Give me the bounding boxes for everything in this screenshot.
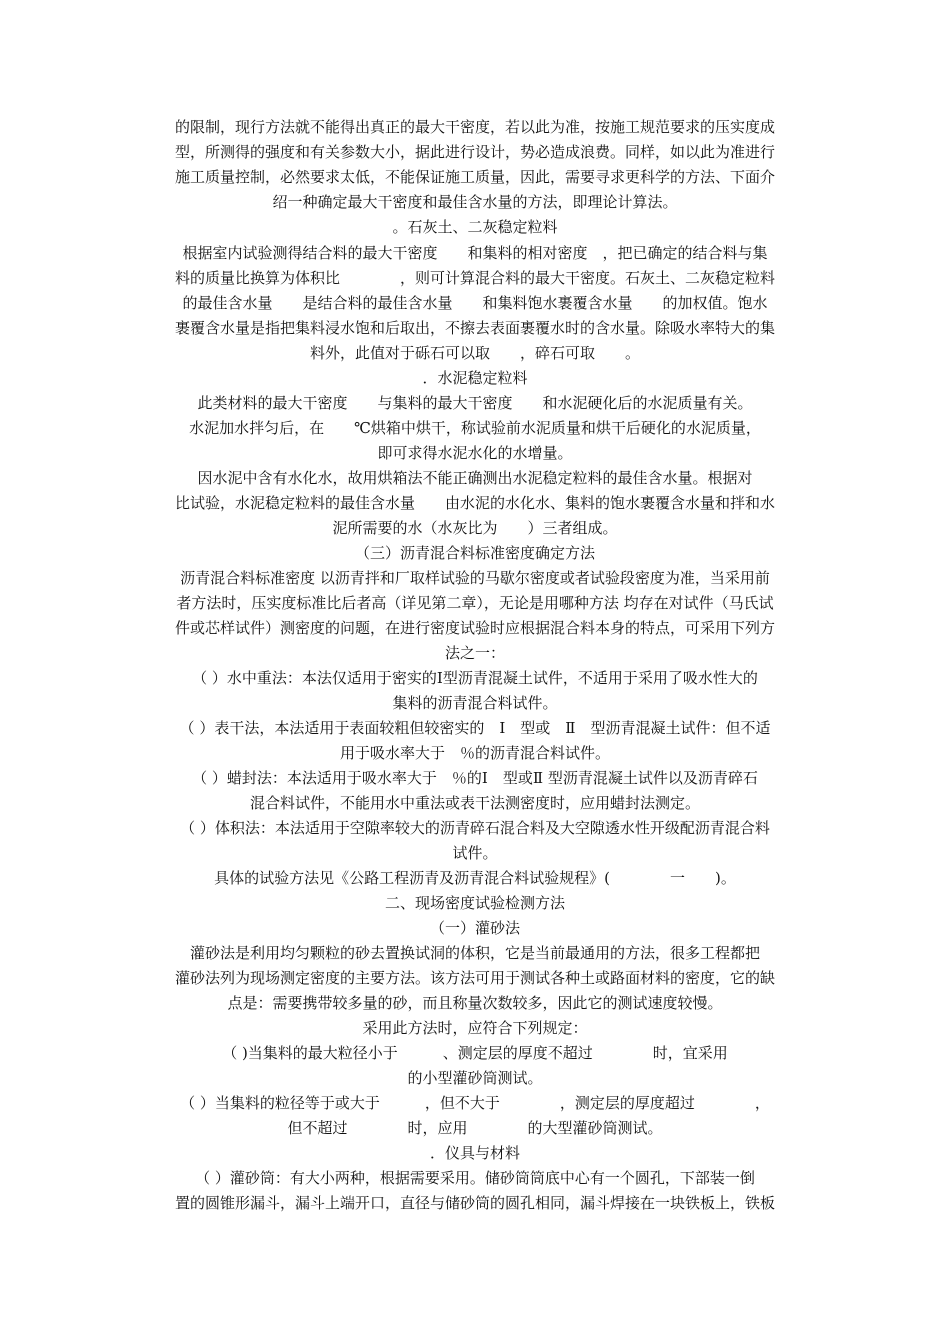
- text-line: 灌砂法是利用均匀颗粒的砂去置换试洞的体积，它是当前最通用的方法，很多工程都把: [189, 944, 760, 962]
- text-line: 料的质量比换算为体积比 ，则可计算混合料的最大干密度。石灰土、二灰稳定粒料: [174, 269, 775, 287]
- section-heading: （一）灌砂法: [429, 919, 520, 937]
- text-line: 的小型灌砂筒测试。: [407, 1069, 543, 1087]
- text-line: 集料的沥青混合料试件。: [392, 694, 558, 712]
- text-line: （ ）灌砂筒：有大小两种，根据需要采用。储砂筒筒底中心有一个圆孔，下部装一倒: [195, 1169, 755, 1187]
- text-line: 但不超过 时，应用 的大型灌砂筒测试。: [287, 1119, 663, 1137]
- text-line: 法之一：: [444, 644, 505, 662]
- text-line: 采用此方法时，应符合下列规定：: [362, 1019, 588, 1037]
- text-line: 置的圆锥形漏斗，漏斗上端开口，直径与储砂筒的圆孔相同，漏斗焊接在一块铁板上，铁板: [174, 1194, 775, 1212]
- text-line: 的限制，现行方法就不能得出真正的最大干密度，若以此为准，按施工规范要求的压实度成: [174, 118, 775, 136]
- text-line: 型，所测得的强度和有关参数大小，据此进行设计，势必造成浪费。同样，如以此为准进行: [174, 143, 775, 161]
- text-line: 比试验，水泥稳定粒料的最佳含水量 由水泥的水化水、集料的饱水裹覆含水量和拌和水: [174, 494, 775, 512]
- section-heading: 二、现场密度试验检测方法: [384, 894, 565, 912]
- text-line: 者方法时，压实度标准比后者高（详见第二章），无论是用哪种方法 均存在对试件（马氏试: [176, 594, 774, 612]
- text-line: 混合料试件，不能用水中重法或表干法测密度时，应用蜡封法测定。: [249, 794, 700, 812]
- text-line: 灌砂法列为现场测定密度的主要方法。该方法可用于测试各种土或路面材料的密度，它的缺: [174, 969, 775, 987]
- section-heading: ．仪具与材料: [429, 1144, 520, 1162]
- text-line: 沥青混合料标准密度 以沥青拌和厂取样试验的马歇尔密度或者试验段密度为准，当采用前: [180, 569, 770, 587]
- text-line: 料外，此值对于砾石可以取 ，碎石可取 。: [309, 344, 640, 362]
- text-line: 即可求得水泥水化的水增量。: [377, 444, 573, 462]
- text-line: 泥所需要的水（水灰比为 ）三者组成。: [332, 519, 618, 537]
- text-line: 试件。: [452, 844, 498, 862]
- text-line: 用于吸水率大于 ％的沥青混合料试件。: [339, 744, 610, 762]
- text-line: 水泥加水拌匀后，在 ℃烘箱中烘干，称试验前水泥质量和烘干后硬化的水泥质量，: [189, 419, 761, 437]
- text-line: （ ）蜡封法：本法适用于吸水率大于 ％的Ⅰ 型或Ⅱ 型沥青混凝土试件以及沥青碎石: [192, 769, 758, 787]
- text-line: 裹覆含水量是指把集料浸水饱和后取出，不擦去表面裹覆水时的含水量。除吸水率特大的集: [174, 319, 775, 337]
- text-line: （ ）当集料的粒径等于或大于 ，但不大于 ，测定层的厚度超过 ，: [180, 1094, 770, 1112]
- text-line: 具体的试验方法见《公路工程沥青及沥青混合料试验规程》( 一 )。: [214, 869, 736, 887]
- text-line: （ )当集料的最大粒径小于 、测定层的厚度不超过 时，宜采用: [222, 1044, 728, 1062]
- text-line: 此类材料的最大干密度 与集料的最大干密度 和水泥硬化后的水泥质量有关。: [197, 394, 753, 412]
- text-line: 件或芯样试件）测密度的问题，在进行密度试验时应根据混合料本身的特点，可采用下列方: [174, 619, 775, 637]
- text-line: 施工质量控制，必然要求太低，不能保证施工质量，因此，需要寻求更科学的方法、下面介: [174, 168, 775, 186]
- section-heading: ．水泥稳定粒料: [422, 369, 528, 387]
- text-line: 的最佳含水量 是结合料的最佳含水量 和集料饱水裹覆含水量 的加权值。饱水: [182, 294, 768, 312]
- text-line: （ ）表干法，本法适用于表面较粗但较密实的 Ⅰ 型或 Ⅱ 型沥青混凝土试件：但不适: [179, 719, 771, 737]
- text-line: 绍一种确定最大干密度和最佳含水量的方法，即理论计算法。: [272, 193, 678, 211]
- section-heading: （三）沥青混合料标准密度确定方法: [354, 544, 595, 562]
- section-heading: 。石灰土、二灰稳定粒料: [392, 218, 558, 236]
- text-line: （ ）体积法：本法适用于空隙率较大的沥青碎石混合料及大空隙透水性开级配沥青混合料: [180, 819, 770, 837]
- text-line: （ ）水中重法：本法仅适用于密实的Ⅰ型沥青混凝土试件，不适用于采用了吸水性大的: [192, 669, 758, 687]
- text-line: 根据室内试验测得结合料的最大干密度 和集料的相对密度 ，把已确定的结合料与集: [182, 244, 768, 262]
- text-line: 因水泥中含有水化水，故用烘箱法不能正确测出水泥稳定粒料的最佳含水量。根据对: [197, 469, 753, 487]
- text-line: 点是：需要携带较多量的砂，而且称量次数较多，因此它的测试速度较慢。: [227, 994, 723, 1012]
